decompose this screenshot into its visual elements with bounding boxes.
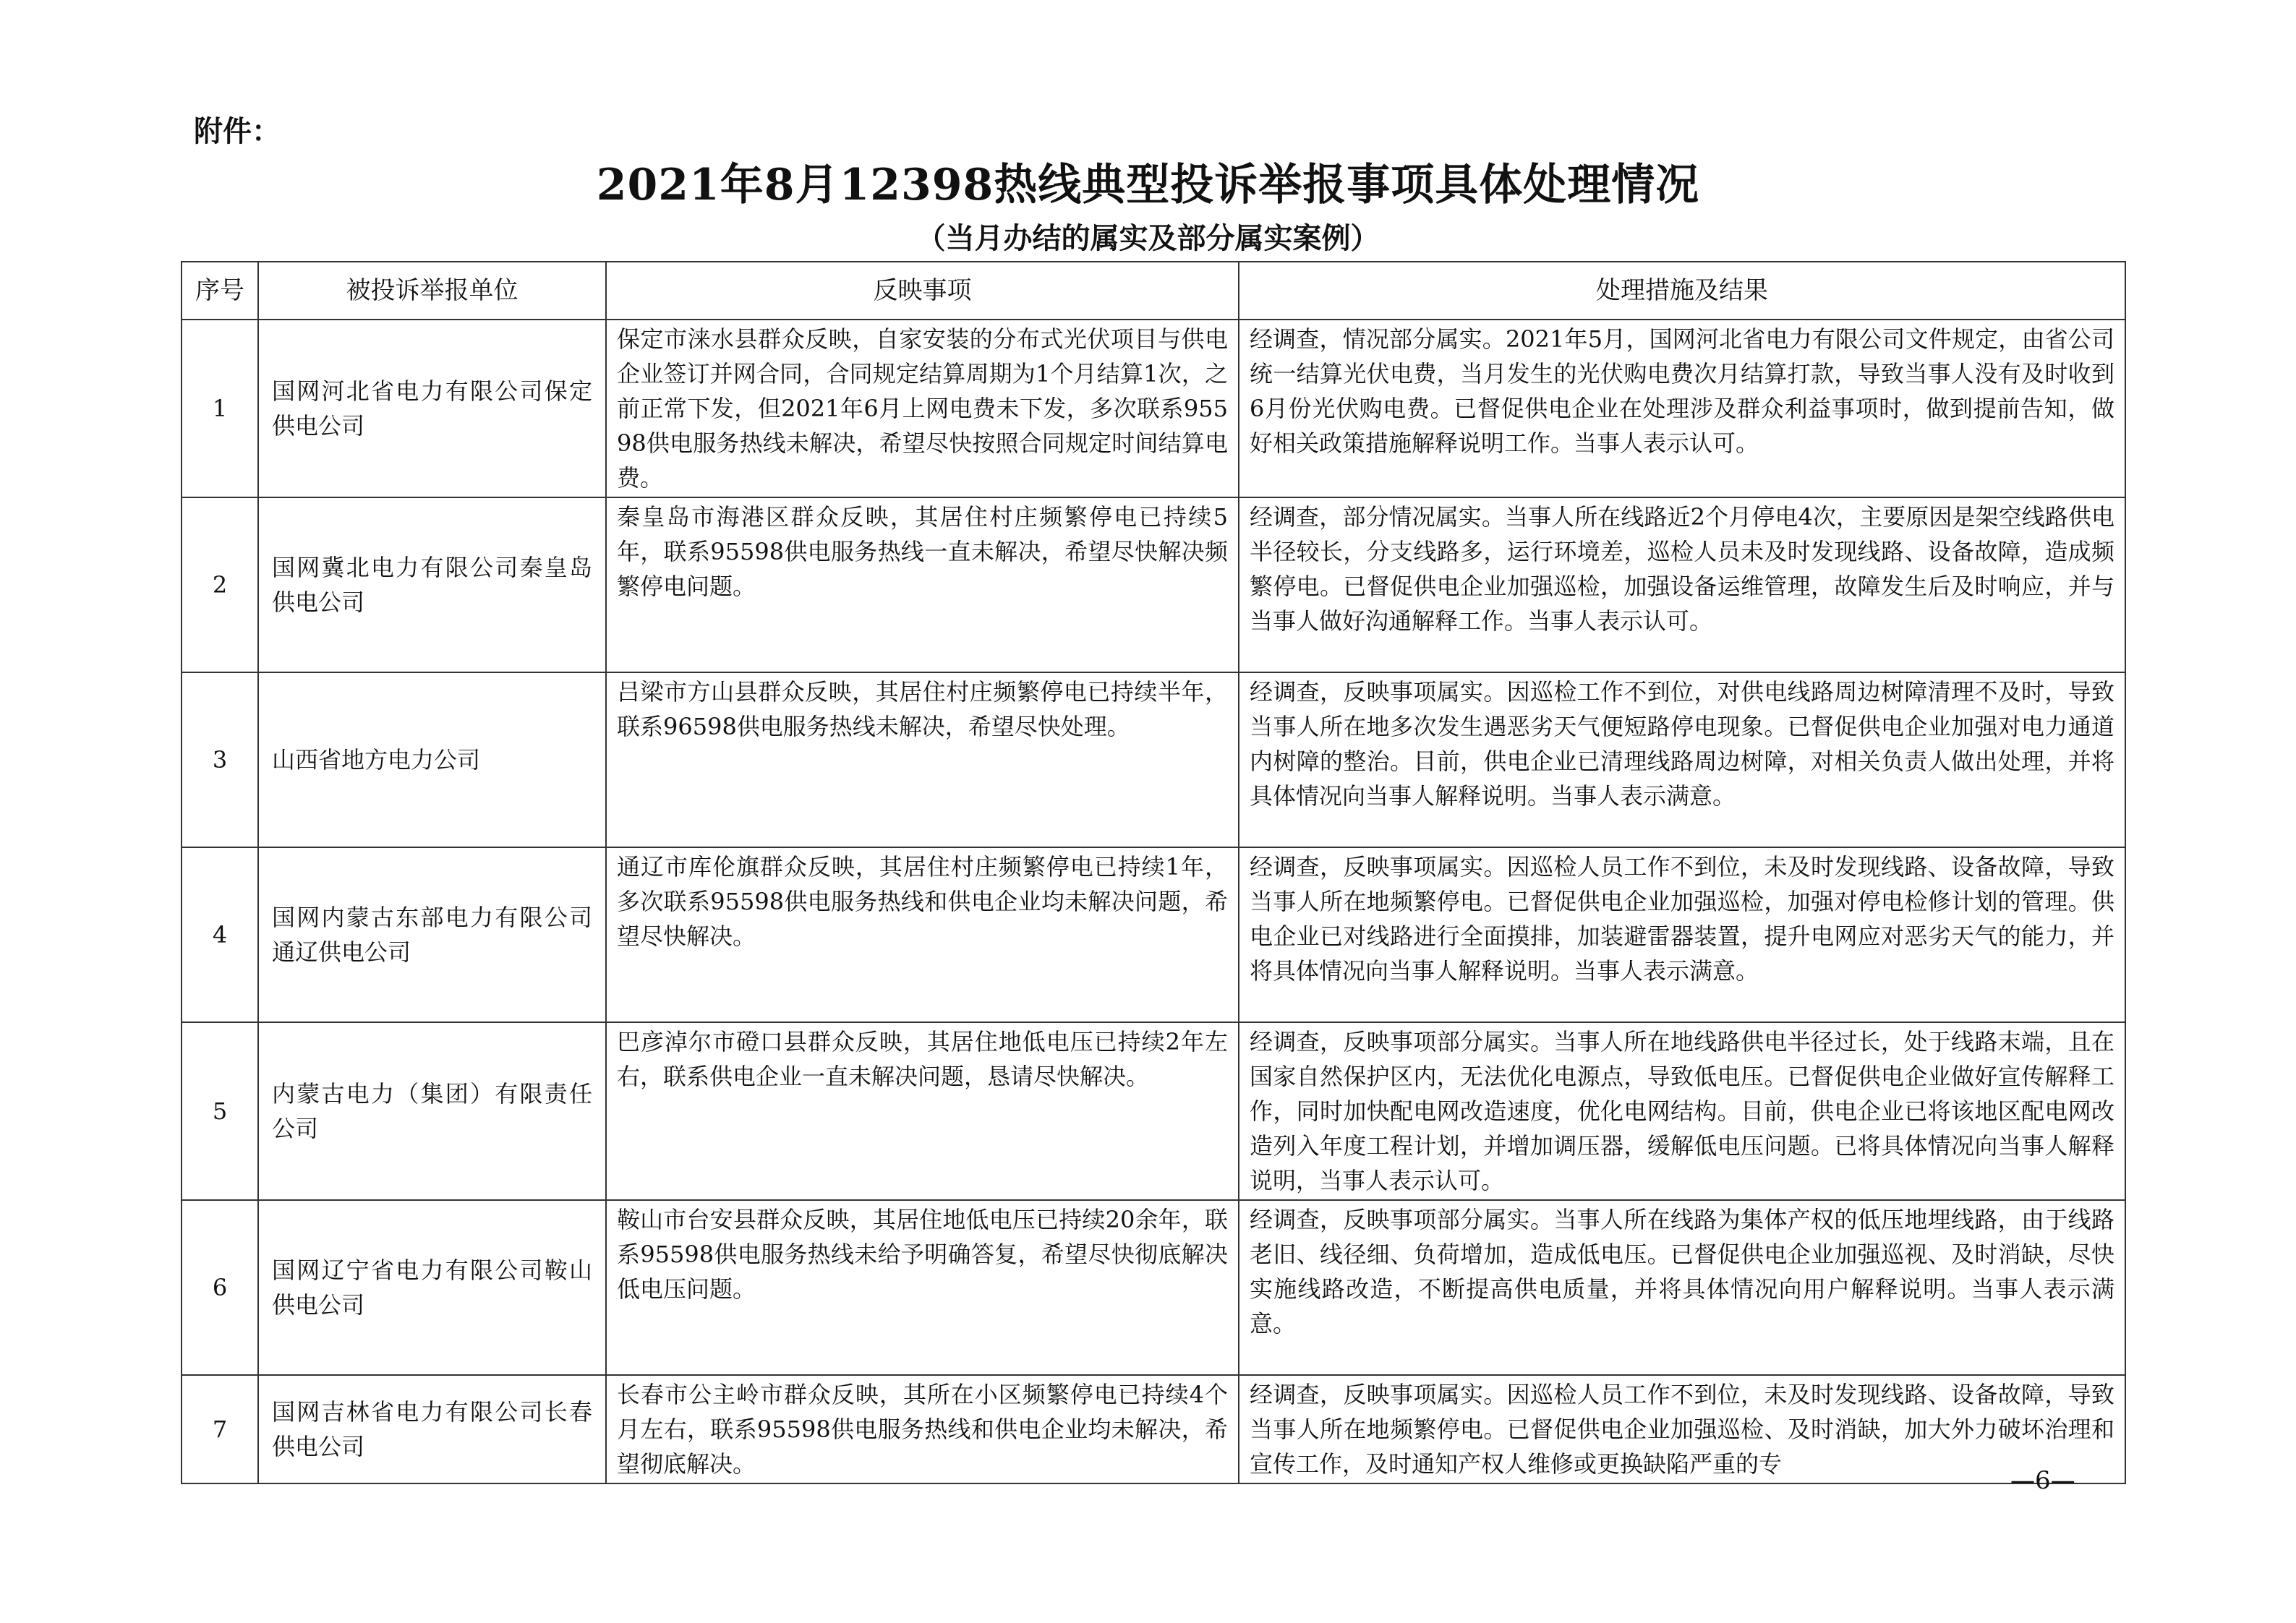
row-result: 经调查，情况部分属实。2021年5月，国网河北省电力有限公司文件规定，由省公司统一结算光伏电费，当月发生的光伏购电费次月结算打款，导致当事人没有及时收到6月份光伏购电费。已督促供电企业在处理涉及群众利益事项时，做到提前告知，做好相关政策措施解释说明工作。当事人表示认可。: [1239, 320, 2125, 497]
row-number: 3: [182, 672, 258, 847]
header-number: 序号: [182, 262, 258, 320]
row-number: 1: [182, 320, 258, 497]
table-row: [182, 497, 2125, 672]
table-row: [182, 847, 2125, 1022]
table-header-row: [182, 262, 2125, 320]
row-unit: 山西省地方电力公司: [258, 672, 606, 847]
table-row: [182, 1200, 2125, 1375]
row-unit: 国网吉林省电力有限公司长春供电公司: [258, 1375, 606, 1483]
row-unit: 国网辽宁省电力有限公司鞍山供电公司: [258, 1200, 606, 1375]
header-result: 处理措施及结果: [1239, 262, 2125, 320]
row-issue: 通辽市库伦旗群众反映，其居住村庄频繁停电已持续1年，多次联系95598供电服务热线和供电企业均未解决问题，希望尽快解决。: [606, 847, 1239, 1022]
table-row: [182, 1375, 2125, 1483]
row-result: 经调查，反映事项属实。因巡检人员工作不到位，未及时发现线路、设备故障，导致当事人所在地频繁停电。已督促供电企业加强巡检、及时消缺，加大外力破坏治理和宣传工作，及时通知产权人维修或更换缺陷严重的专: [1239, 1375, 2125, 1483]
table-row: [182, 320, 2125, 497]
row-unit: 内蒙古电力（集团）有限责任公司: [258, 1022, 606, 1200]
row-issue: 保定市涞水县群众反映，自家安装的分布式光伏项目与供电企业签订并网合同，合同规定结算周期为1个月结算1次，之前正常下发，但2021年6月上网电费未下发，多次联系95598供电服务热线未解决，希望尽快按照合同规定时间结算电费。: [606, 320, 1239, 497]
row-result: 经调查，部分情况属实。当事人所在线路近2个月停电4次，主要原因是架空线路供电半径较长，分支线路多，运行环境差，巡检人员未及时发现线路、设备故障，造成频繁停电。已督促供电企业加强巡检，加强设备运维管理，故障发生后及时响应，并与当事人做好沟通解释工作。当事人表示认可。: [1239, 497, 2125, 672]
header-issue: 反映事项: [606, 262, 1239, 320]
row-number: 5: [182, 1022, 258, 1200]
row-issue: 鞍山市台安县群众反映，其居住地低电压已持续20余年，联系95598供电服务热线未给予明确答复，希望尽快彻底解决低电压问题。: [606, 1200, 1239, 1375]
row-issue: 秦皇岛市海港区群众反映，其居住村庄频繁停电已持续5年，联系95598供电服务热线一直未解决，希望尽快解决频繁停电问题。: [606, 497, 1239, 672]
document-title: 2021年8月12398热线典型投诉举报事项具体处理情况: [596, 160, 1700, 210]
row-unit: 国网河北省电力有限公司保定供电公司: [258, 320, 606, 497]
row-unit: 国网内蒙古东部电力有限公司通辽供电公司: [258, 847, 606, 1022]
row-result: 经调查，反映事项部分属实。当事人所在线路为集体产权的低压地埋线路，由于线路老旧、线径细、负荷增加，造成低电压。已督促供电企业加强巡视、及时消缺，尽快实施线路改造，不断提高供电质量，并将具体情况向用户解释说明。当事人表示满意。: [1239, 1200, 2125, 1375]
row-result: 经调查，反映事项部分属实。当事人所在地线路供电半径过长，处于线路末端，且在国家自然保护区内，无法优化电源点，导致低电压。已督促供电企业做好宣传解释工作，同时加快配电网改造速度，优化电网结构。目前，供电企业已将该地区配电网改造列入年度工程计划，并增加调压器，缓解低电压问题。已将具体情况向当事人解释说明，当事人表示认可。: [1239, 1022, 2125, 1200]
row-result: 经调查，反映事项属实。因巡检人员工作不到位，未及时发现线路、设备故障，导致当事人所在地频繁停电。已督促供电企业加强巡检，加强对停电检修计划的管理。供电企业已对线路进行全面摸排，加装避雷器装置，提升电网应对恶劣天气的能力，并将具体情况向当事人解释说明。当事人表示满意。: [1239, 847, 2125, 1022]
row-number: 6: [182, 1200, 258, 1375]
complaint-table: [181, 261, 2126, 1484]
table-row: [182, 672, 2125, 847]
row-number: 2: [182, 497, 258, 672]
attachment-label: 附件：: [194, 115, 281, 148]
row-number: 4: [182, 847, 258, 1022]
header-unit: 被投诉举报单位: [258, 262, 606, 320]
row-unit: 国网冀北电力有限公司秦皇岛供电公司: [258, 497, 606, 672]
row-issue: 长春市公主岭市群众反映，其所在小区频繁停电已持续4个月左右，联系95598供电服务热线和供电企业均未解决，希望彻底解决。: [606, 1375, 1239, 1483]
row-result: 经调查，反映事项属实。因巡检工作不到位，对供电线路周边树障清理不及时，导致当事人所在地多次发生遇恶劣天气便短路停电现象。已督促供电企业加强对电力通道内树障的整治。目前，供电企业已清理线路周边树障，对相关负责人做出处理，并将具体情况向当事人解释说明。当事人表示满意。: [1239, 672, 2125, 847]
row-number: 7: [182, 1375, 258, 1483]
row-issue: 巴彦淖尔市磴口县群众反映，其居住地低电压已持续2年左右，联系供电企业一直未解决问题，恳请尽快解决。: [606, 1022, 1239, 1200]
document-subtitle: （当月办结的属实及部分属实案例）: [916, 221, 1380, 255]
row-issue: 吕梁市方山县群众反映，其居住村庄频繁停电已持续半年，联系96598供电服务热线未解决，希望尽快处理。: [606, 672, 1239, 847]
page-number: —6—: [2010, 1466, 2075, 1495]
table-row: [182, 1022, 2125, 1200]
